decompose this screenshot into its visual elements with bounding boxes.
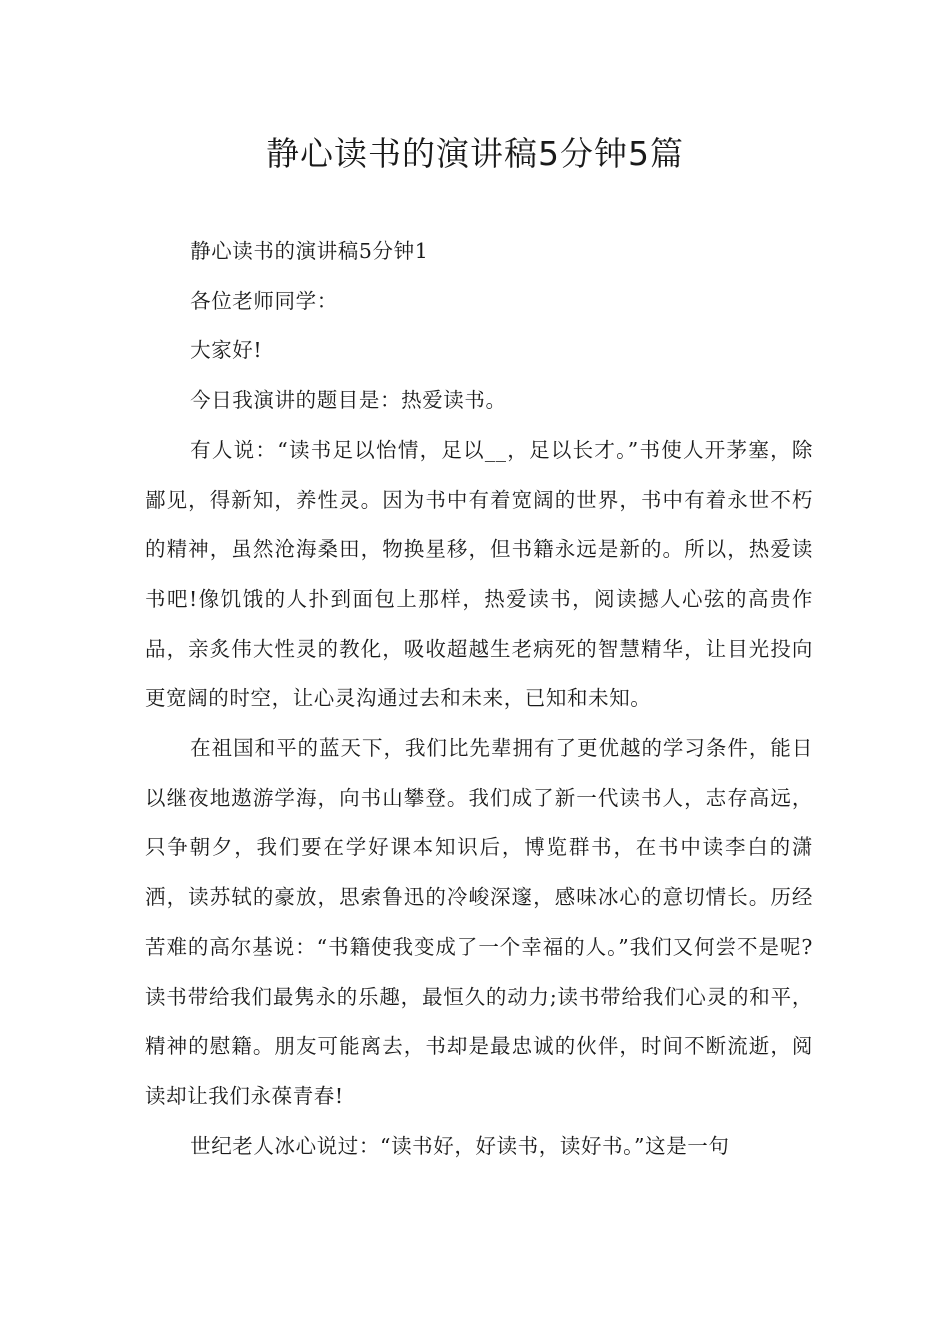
body-paragraph: 有人说：“读书足以怡情，足以__，足以长才。”书使人开茅塞，除鄙见，得新知，养性灵。因为书中有着宽阔的世界，书中有着永世不朽的精神，虽然沧海桑田，物换星移，但书籍永远是新的。所以，热爱读书吧!像饥饿的人扑到面包上那样，热爱读书，阅读撼人心弦的高贵作品，亲炙伟大性灵的教化，吸收超越生老病死的智慧精华，让目光投向更宽阔的时空，让心灵沟通过去和未来，已知和未知。 [145, 437, 813, 711]
document-body [145, 227, 813, 1171]
document-title: 静心读书的演讲稿5分钟5篇 [266, 134, 684, 173]
topic-intro: 今日我演讲的题目是：热爱读书。 [190, 388, 507, 413]
greeting: 大家好! [190, 338, 263, 363]
body-paragraph: 在祖国和平的蓝天下，我们比先辈拥有了更优越的学习条件，能日以继夜地遨游学海，向书山攀登。我们成了新一代读书人，志存高远，只争朝夕，我们要在学好课本知识后，博览群书，在书中读李白的潇洒，读苏轼的豪放，思索鲁迅的冷峻深邃，感味冰心的意切情长。历经苦难的高尔基说：“书籍使我变成了一个幸福的人。”我们又何尝不是呢?读书带给我们最隽永的乐趣，最恒久的动力;读书带给我们心灵的和平，精神的慰籍。朋友可能离去，书却是最忠诚的伙伴，时间不断流逝，阅读却让我们永葆青春! [145, 736, 813, 1108]
section-heading: 静心读书的演讲稿5分钟1 [190, 239, 429, 263]
body-paragraph: 世纪老人冰心说过：“读书好，好读书，读好书。”这是一句 [190, 1133, 730, 1158]
salutation: 各位老师同学： [190, 288, 338, 313]
